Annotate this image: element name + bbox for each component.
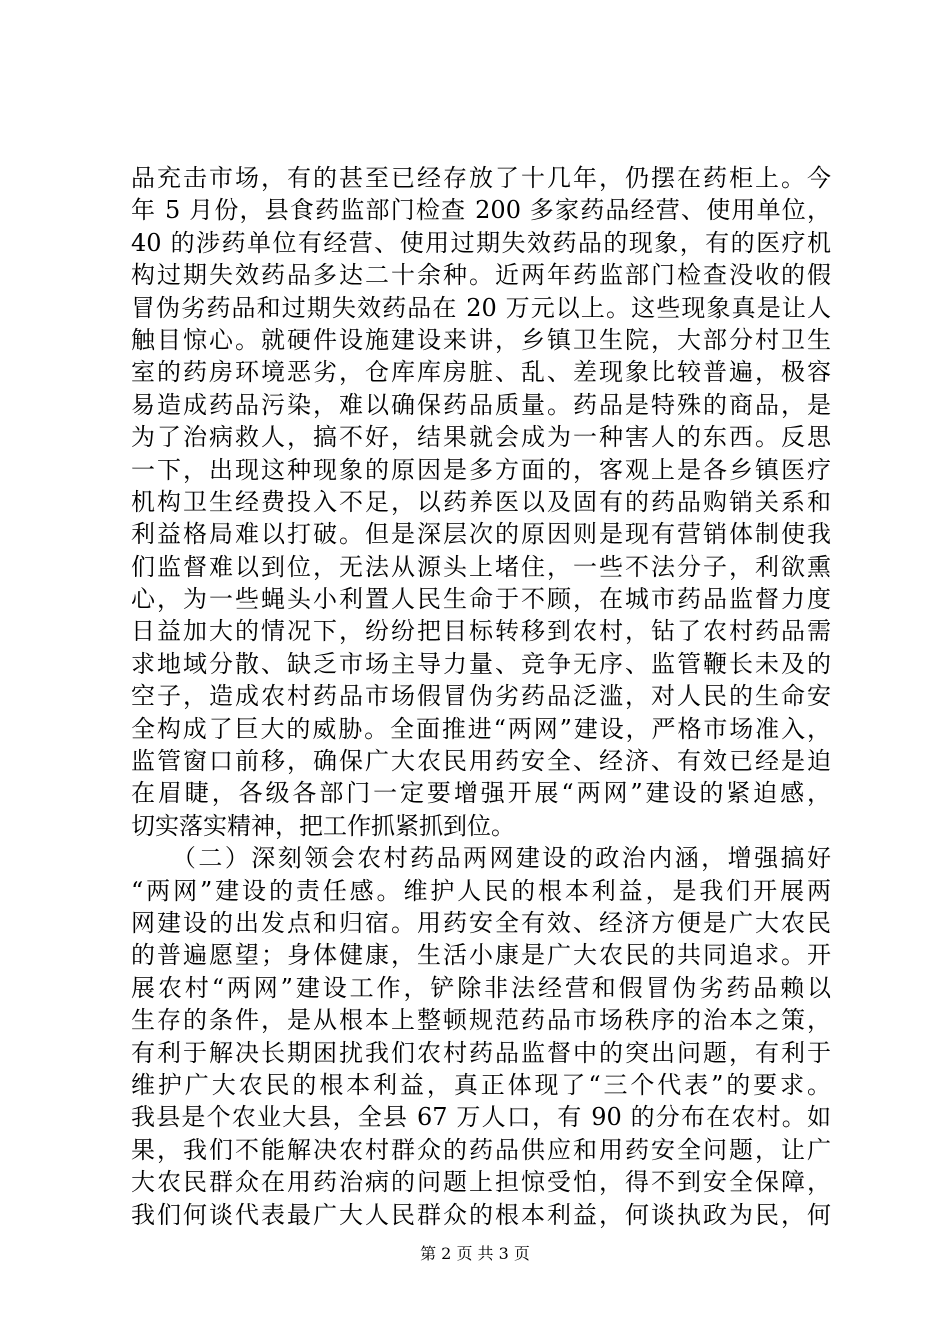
text-line-26: 展农村“两网”建设工作，铲除非法经营和假冒伪劣药品赖以 xyxy=(131,973,831,1002)
text-line-4: 构过期失效药品多达二十余种。近两年药监部门检查没收的假 xyxy=(131,261,831,290)
text-line-16: 求地域分散、缺乏市场主导力量、竞争无序、监管鞭长未及的 xyxy=(131,649,831,678)
text-line-12: 利益格局难以打破。但是深层次的原因则是现有营销体制使我 xyxy=(131,520,831,549)
body-text xyxy=(131,162,831,1231)
text-line-17: 空子，造成农村药品市场假冒伪劣药品泛滥，对人民的生命安 xyxy=(131,682,831,711)
text-line-13: 们监督难以到位，无法从源头上堵住，一些不法分子，利欲熏 xyxy=(131,552,831,581)
page-number-label: 第 2 页 共 3 页 xyxy=(420,1244,530,1263)
text-line-6: 触目惊心。就硬件设施建设来讲，乡镇卫生院，大部分村卫生 xyxy=(131,325,831,354)
text-line-32: 大农民群众在用药治病的问题上担惊受怕，得不到安全保障， xyxy=(131,1168,831,1197)
text-line-24: 网建设的出发点和归宿。用药安全有效、经济方便是广大农民 xyxy=(131,908,831,937)
text-line-30: 我县是个农业大县，全县 67 万人口，有 90 的分布在农村。如 xyxy=(131,1103,831,1132)
text-line-1: 品充击市场，有的甚至已经存放了十几年，仍摆在药柜上。今 xyxy=(131,164,831,192)
text-line-10: 一下，出现这种现象的原因是多方面的，客观上是各乡镇医疗 xyxy=(131,455,831,484)
text-line-22: （二）深刻领会农村药品两网建设的政治内涵，增强搞好 xyxy=(131,844,831,873)
text-line-21: 切实落实精神，把工作抓紧抓到位。 xyxy=(131,811,515,840)
text-line-7: 室的药房环境恶劣，仓库库房脏、乱、差现象比较普遍，极容 xyxy=(131,358,831,387)
text-line-28: 有利于解决长期困扰我们农村药品监督中的突出问题，有利于 xyxy=(131,1038,831,1067)
text-line-14: 心，为一些蝇头小利置人民生命于不顾，在城市药品监督力度 xyxy=(131,585,831,614)
text-line-31: 果，我们不能解决农村群众的药品供应和用药安全问题，让广 xyxy=(131,1135,831,1164)
text-line-20: 在眉睫，各级各部门一定要增强开展“两网”建设的紧迫感， xyxy=(131,779,831,808)
text-line-25: 的普遍愿望；身体健康，生活小康是广大农民的共同追求。开 xyxy=(131,941,831,970)
text-line-5: 冒伪劣药品和过期失效药品在 20 万元以上。这些现象真是让人 xyxy=(131,293,831,322)
text-line-29: 维护广大农民的根本利益，真正体现了“三个代表”的要求。 xyxy=(131,1070,831,1099)
text-line-27: 生存的条件，是从根本上整顿规范药品市场秩序的治本之策， xyxy=(131,1006,831,1035)
text-line-18: 全构成了巨大的威胁。全面推进“两网”建设，严格市场准入， xyxy=(131,714,831,743)
text-line-15: 日益加大的情况下，纷纷把目标转移到农村，钻了农村药品需 xyxy=(131,617,831,646)
text-line-2: 年 5 月份，县食药监部门检查 200 多家药品经营、使用单位， xyxy=(131,196,831,225)
text-line-8: 易造成药品污染，难以确保药品质量。药品是特殊的商品，是 xyxy=(131,390,831,419)
text-line-9: 为了治病救人，搞不好，结果就会成为一种害人的东西。反思 xyxy=(131,423,831,452)
text-line-3: 40 的涉药单位有经营、使用过期失效药品的现象，有的医疗机 xyxy=(131,228,831,257)
text-line-11: 机构卫生经费投入不足，以药养医以及固有的药品购销关系和 xyxy=(131,487,831,516)
text-line-23: “两网”建设的责任感。维护人民的根本利益，是我们开展两 xyxy=(131,876,831,905)
page-footer xyxy=(0,1244,950,1264)
text-line-33: 我们何谈代表最广大人民群众的根本利益，何谈执政为民，何 xyxy=(131,1200,831,1229)
text-line-19: 监管窗口前移，确保广大农民用药安全、经济、有效已经是迫 xyxy=(131,747,831,776)
